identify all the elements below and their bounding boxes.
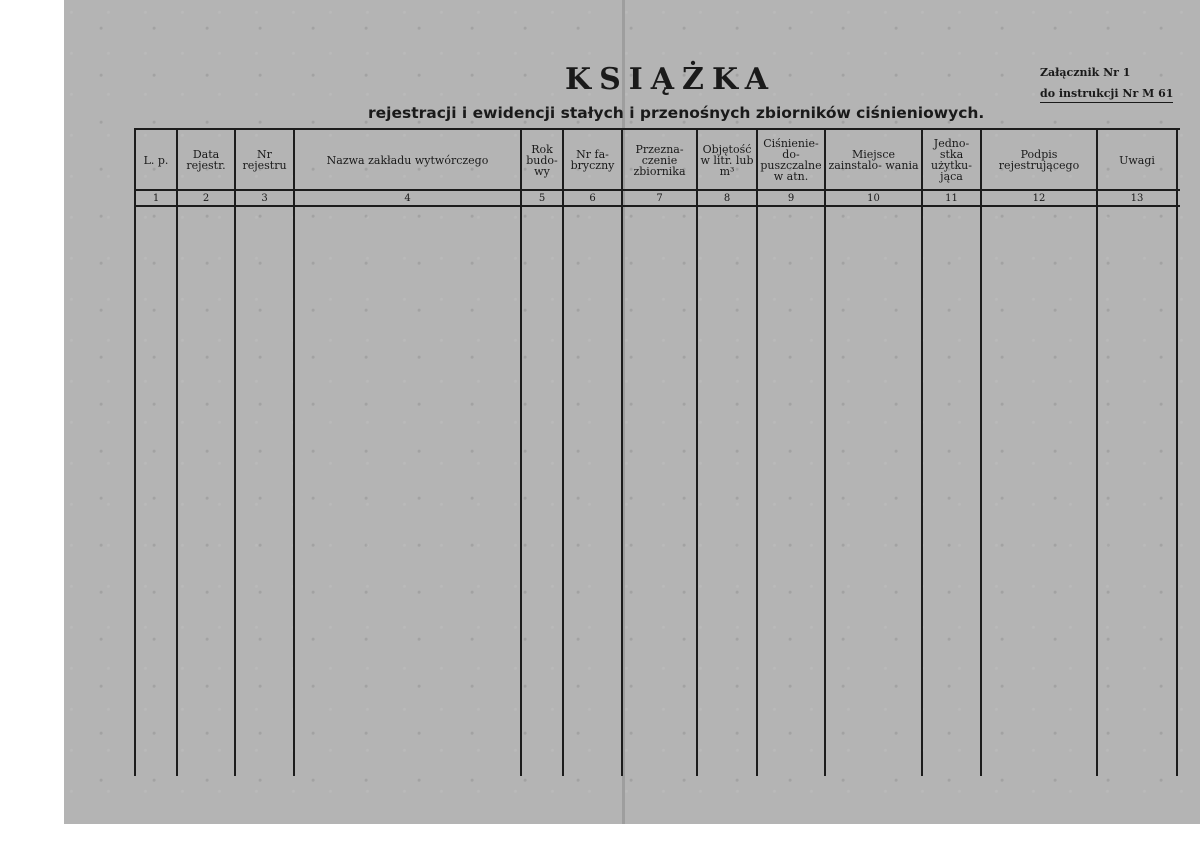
column-header: L. p.	[143, 153, 169, 167]
column-header: Objętość w litr. lub m³	[700, 142, 754, 178]
column-number: 6	[589, 192, 596, 204]
column-rule	[980, 128, 982, 776]
column-number: 13	[1130, 192, 1144, 204]
column-rule	[696, 128, 698, 776]
column-header: Miejsce zainstalo- wania	[828, 148, 919, 172]
column-rule	[756, 128, 758, 776]
column-rule	[520, 128, 522, 776]
column-header: Ciśnienie- do- puszczalne w atn.	[760, 137, 822, 183]
column-header: Rok budo- wy	[526, 142, 558, 178]
column-header: Data rejestr.	[186, 148, 226, 172]
column-rule	[293, 128, 295, 776]
column-header: Jedno- stka użytku- jąca	[931, 137, 972, 183]
column-rule	[824, 128, 826, 776]
column-header: Nazwa zakładu wytwórczego	[326, 153, 489, 167]
column-number: 3	[261, 192, 268, 204]
column-rule	[562, 128, 564, 776]
column-rule	[134, 128, 136, 776]
column-number: 2	[202, 192, 210, 204]
column-number: 7	[656, 192, 663, 204]
column-number: 5	[538, 192, 546, 204]
column-rule	[1096, 128, 1098, 776]
column-rule	[234, 128, 236, 776]
column-number: 12	[1032, 192, 1046, 204]
column-header: Uwagi	[1119, 153, 1155, 167]
column-rule	[621, 128, 623, 776]
column-header: Nr fa- bryczny	[570, 148, 615, 172]
column-number: 1	[152, 192, 160, 204]
column-number: 8	[723, 192, 731, 204]
column-rule	[1176, 128, 1178, 776]
column-number: 9	[787, 192, 795, 204]
column-number: 4	[404, 192, 411, 204]
column-header: Podpis rejestrującego	[998, 148, 1080, 172]
number-row-bottom-rule	[134, 205, 1180, 207]
form-title: KSIĄŻKA	[565, 62, 777, 97]
column-rule	[176, 128, 178, 776]
column-rule	[921, 128, 923, 776]
column-header: Nr rejestru	[242, 148, 287, 172]
column-header: Przezna- czenie zbiornika	[633, 142, 686, 178]
form-subtitle: rejestracji i ewidencji stałych i przenośnych zbiorników ciśnieniowych.	[368, 104, 985, 122]
column-number: 11	[945, 192, 958, 204]
column-number: 10	[867, 192, 880, 204]
instruction-reference: do instrukcji Nr M 61	[1040, 87, 1173, 103]
annex-label: Załącznik Nr 1	[1040, 66, 1131, 79]
